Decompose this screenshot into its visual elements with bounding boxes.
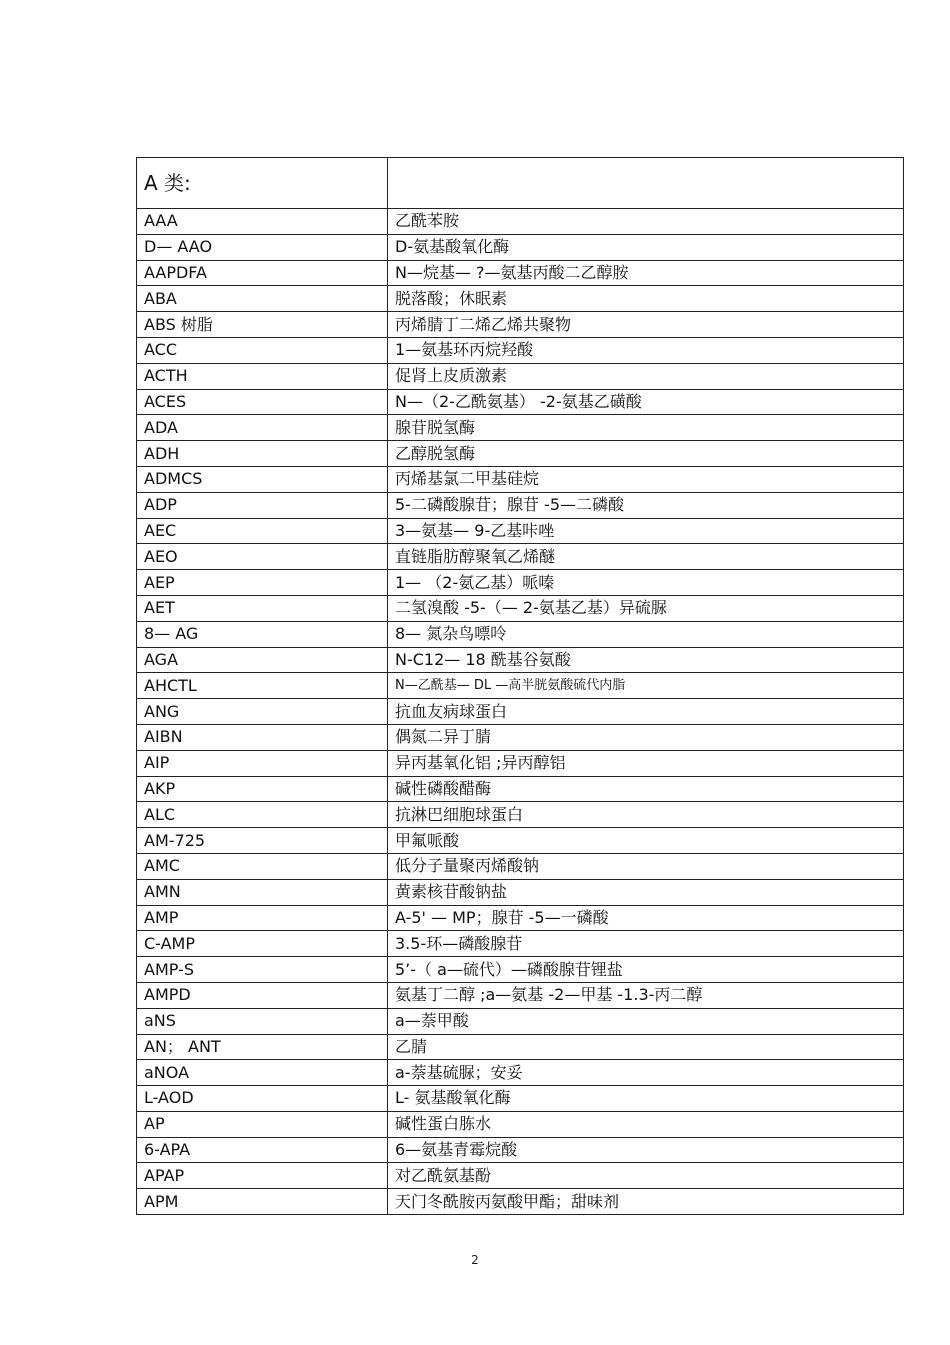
table-row [137,879,904,905]
meaning-cell: 低分子量聚丙烯酸钠 [388,853,904,879]
meaning-cell: A-5' — MP；腺苷 -5—一磷酸 [388,905,904,931]
meaning-cell: 抗淋巴细胞球蛋白 [388,802,904,828]
abbreviation-cell: AMP [137,905,388,931]
meaning-cell: 氨基丁二醇 ;a—氨基 -2—甲基 -1.3-丙二醇 [388,982,904,1008]
table-row [137,441,904,467]
meaning-cell: D-氨基酸氧化酶 [388,234,904,260]
meaning-cell: 丙烯腈丁二烯乙烯共聚物 [388,312,904,338]
abbreviation-cell: ABS 树脂 [137,312,388,338]
meaning-cell: N—乙酰基— DL —高半胱氨酸硫代内脂 [388,673,904,699]
abbreviation-cell: ACTH [137,363,388,389]
meaning-cell: 碱性磷酸醋酶 [388,776,904,802]
meaning-cell: N—（2-乙酰氨基） -2-氨基乙磺酸 [388,389,904,415]
abbreviation-cell: ADMCS [137,466,388,492]
abbreviation-cell: AEO [137,544,388,570]
abbreviation-cell: AIP [137,750,388,776]
abbreviation-table [136,157,904,1215]
meaning-cell: 腺苷脱氢酶 [388,415,904,441]
table-row [137,260,904,286]
table-body [137,158,904,1215]
table-row [137,1086,904,1112]
meaning-cell: 5-二磷酸腺苷；腺苷 -5—二磷酸 [388,492,904,518]
table-row [137,699,904,725]
abbreviation-cell: AAPDFA [137,260,388,286]
meaning-cell: 8— 氮杂鸟嘌呤 [388,621,904,647]
table-row [137,570,904,596]
table-row [137,621,904,647]
table-header-row [137,158,904,209]
abbreviation-cell: D— AAO [137,234,388,260]
meaning-cell: 甲氟哌酸 [388,828,904,854]
meaning-cell: N—烷基— ?—氨基丙酸二乙醇胺 [388,260,904,286]
table-row [137,802,904,828]
abbreviation-cell: AMN [137,879,388,905]
section-heading: A 类: [137,158,388,209]
abbreviation-cell: AP [137,1111,388,1137]
abbreviation-cell: AET [137,595,388,621]
meaning-cell: 黄素核苷酸钠盐 [388,879,904,905]
abbreviation-cell: ADA [137,415,388,441]
section-heading-right [388,158,904,209]
table-row [137,957,904,983]
abbreviation-cell: AN； ANT [137,1034,388,1060]
abbreviation-cell: AMP-S [137,957,388,983]
table-row [137,389,904,415]
meaning-cell: 碱性蛋白胨水 [388,1111,904,1137]
abbreviation-cell: ACC [137,337,388,363]
meaning-cell: 3.5-环—磷酸腺苷 [388,931,904,957]
table-row [137,312,904,338]
abbreviation-cell: AGA [137,647,388,673]
meaning-cell: 乙腈 [388,1034,904,1060]
meaning-cell: a-萘基硫脲；安妥 [388,1060,904,1086]
table-row [137,337,904,363]
meaning-cell: 异丙基氧化铝 ;异丙醇铝 [388,750,904,776]
table-row [137,673,904,699]
abbreviation-cell: L-AOD [137,1086,388,1112]
abbreviation-cell: aNOA [137,1060,388,1086]
abbreviation-cell: APAP [137,1163,388,1189]
table-row [137,595,904,621]
abbreviation-cell: ACES [137,389,388,415]
abbreviation-cell: 6-APA [137,1137,388,1163]
meaning-cell: a—萘甲酸 [388,1008,904,1034]
meaning-cell: L- 氨基酸氧化酶 [388,1086,904,1112]
table-row [137,1008,904,1034]
table-row [137,286,904,312]
abbreviation-cell: AAA [137,209,388,235]
meaning-cell: 天门冬酰胺丙氨酸甲酯；甜味剂 [388,1189,904,1215]
page-number: 2 [471,1253,479,1267]
table-row [137,750,904,776]
table-row [137,905,904,931]
meaning-cell: 乙醇脱氢酶 [388,441,904,467]
abbreviation-cell: ADP [137,492,388,518]
abbreviation-cell: APM [137,1189,388,1215]
table-row [137,776,904,802]
table-row [137,1137,904,1163]
abbreviation-cell: aNS [137,1008,388,1034]
table-row [137,1034,904,1060]
abbreviation-cell: AIBN [137,724,388,750]
meaning-cell: 5’-（ a—硫代）—磷酸腺苷锂盐 [388,957,904,983]
meaning-cell: 3—氨基— 9-乙基咔唑 [388,518,904,544]
abbreviation-cell: AMC [137,853,388,879]
meaning-cell: 抗血友病球蛋白 [388,699,904,725]
table-row [137,982,904,1008]
table-row [137,209,904,235]
table-row [137,544,904,570]
abbreviation-cell: AHCTL [137,673,388,699]
abbreviation-cell: ALC [137,802,388,828]
abbreviation-cell: AEC [137,518,388,544]
meaning-cell: 促肾上皮质激素 [388,363,904,389]
meaning-cell: 乙酰苯胺 [388,209,904,235]
meaning-cell: 1—氨基环丙烷羟酸 [388,337,904,363]
abbreviation-cell: ADH [137,441,388,467]
table-row [137,828,904,854]
abbreviation-cell: AMPD [137,982,388,1008]
meaning-cell: N-C12— 18 酰基谷氨酸 [388,647,904,673]
meaning-cell: 6—氨基青霉烷酸 [388,1137,904,1163]
abbreviation-cell: ANG [137,699,388,725]
table-row [137,466,904,492]
meaning-cell: 对乙酰氨基酚 [388,1163,904,1189]
meaning-cell: 二氢溴酸 -5-（— 2-氨基乙基）异硫脲 [388,595,904,621]
table-row [137,1060,904,1086]
meaning-cell: 脱落酸；休眠素 [388,286,904,312]
abbreviation-cell: ABA [137,286,388,312]
table-row [137,931,904,957]
table-row [137,234,904,260]
table-row [137,853,904,879]
table-row [137,492,904,518]
table-row [137,1163,904,1189]
meaning-cell: 偶氮二异丁腈 [388,724,904,750]
table-row [137,647,904,673]
meaning-cell: 1— （2-氨乙基）哌嗪 [388,570,904,596]
abbreviation-cell: AEP [137,570,388,596]
abbreviation-cell: C-AMP [137,931,388,957]
table-row [137,1189,904,1215]
table-row [137,415,904,441]
abbreviation-cell: 8— AG [137,621,388,647]
abbreviation-cell: AKP [137,776,388,802]
abbreviation-cell: AM-725 [137,828,388,854]
meaning-cell: 直链脂肪醇聚氧乙烯醚 [388,544,904,570]
meaning-cell: 丙烯基氯二甲基硅烷 [388,466,904,492]
table-row [137,518,904,544]
table-row [137,724,904,750]
table-row [137,363,904,389]
table-row [137,1111,904,1137]
